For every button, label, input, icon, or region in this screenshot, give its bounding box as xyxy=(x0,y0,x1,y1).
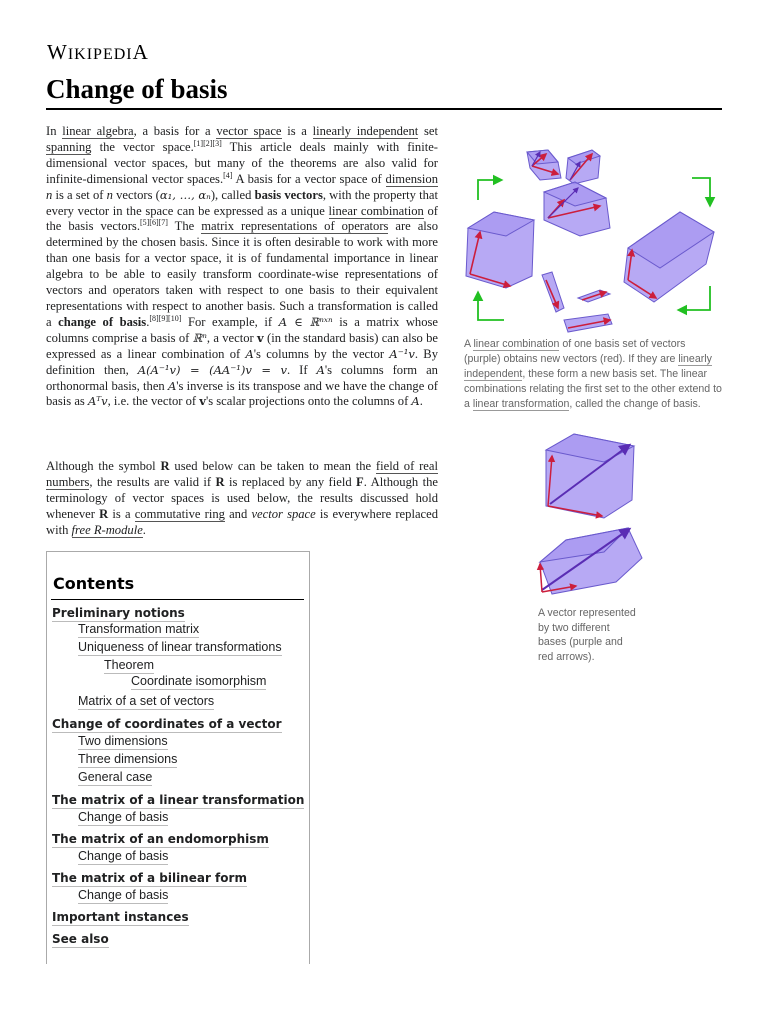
basis-transformation-figure[interactable] xyxy=(460,140,722,335)
toc-item[interactable]: The matrix of a bilinear form xyxy=(52,871,247,885)
toc-item[interactable]: See also xyxy=(52,932,109,946)
link-linear-algebra[interactable]: linear algebra xyxy=(62,124,134,138)
toc-item[interactable]: Uniqueness of linear transformations xyxy=(78,640,282,654)
link-vector-space[interactable]: vector space xyxy=(216,124,282,138)
toc-title: Contents xyxy=(53,574,135,593)
toc-item[interactable]: Three dimensions xyxy=(78,752,178,766)
field-paragraph: Although the symbol R used below can be taken to mean the field of real numbers, the results are valid if R is replaced by any field F. Although the terminology of vector spaces is used below, the results discussed hold whenever R is a commutative ring and vector space is everywhere replaced with free R-module. xyxy=(46,459,439,537)
table-of-contents xyxy=(46,551,310,964)
citation-4[interactable]: [4] xyxy=(223,170,233,180)
toc-item[interactable]: Theorem xyxy=(104,658,155,672)
title-divider xyxy=(46,108,722,110)
citation-8-10[interactable]: [8][9][10] xyxy=(149,313,182,323)
toc-item[interactable]: Preliminary notions xyxy=(52,606,185,620)
toc-item[interactable]: Change of basis xyxy=(78,810,169,824)
caption-link-linear-transformation[interactable]: linear transformation xyxy=(472,398,570,410)
link-commutative-ring[interactable]: commutative ring xyxy=(134,506,225,521)
wikipedia-logo: WIKIPEDIA xyxy=(47,40,149,64)
intro-paragraph: In linear algebra, a basis for a vector space is a linearly independent set spanning the vector space.[1][2][3] This article deals mainly with finite-dimensional vector spaces, but many of the theorems are also valid for infinite-dimensional vector spaces.[4] A basis for a vector space of dimension n is a set of n vectors (α₁, …, αₙ), called basis vectors, with the property that every vector in the space can be expressed as a unique linear combination of the basis vectors.[5][6][7] The matrix representations of operators are also determined by the chosen basis. Since it is often desirable to work with more than one basis for a vector space, it is of fundamental importance in linear algebra to be able to easily transform coordinate-wise representations of vectors and operators taken with respect to one basis to their equivalent representations with respect to another basis. Such a transformation is called a change of basis.[8][9][10] For example, if A ∈ ℝⁿˣⁿ is a matrix whose columns comprise a basis of ℝⁿ, a vector v (in the standard basis) can also be expressed as a linear combination of A's columns by the vector A⁻¹v. By definition then, A(A⁻¹v) = (AA⁻¹)v = v. If A's columns form an orthonormal basis, then A's inverse is its transpose and we have the change of basis as Aᵀv, i.e. the vector of v's scalar projections onto the columns of A. xyxy=(46,124,439,409)
toc-item[interactable]: General case xyxy=(78,770,153,784)
toc-item[interactable]: The matrix of a linear transformation xyxy=(52,793,305,807)
figure-2-caption: A vector represented by two different bases (purple and red arrows). xyxy=(538,607,636,664)
link-linearly-independent[interactable]: linearly independent xyxy=(312,124,419,138)
link-matrix-representations[interactable]: matrix representations of operators xyxy=(201,219,389,234)
toc-item[interactable]: Change of basis xyxy=(78,888,169,902)
vector-two-bases-figure[interactable] xyxy=(532,432,652,604)
link-free-r-module[interactable]: free R-module xyxy=(71,522,143,537)
link-spanning[interactable]: spanning xyxy=(46,139,92,154)
citation-5-7[interactable]: [5][6][7] xyxy=(139,218,168,228)
toc-item[interactable]: The matrix of an endomorphism xyxy=(52,832,269,846)
toc-item[interactable]: Transformation matrix xyxy=(78,622,200,636)
toc-item[interactable]: Change of coordinates of a vector xyxy=(52,717,282,731)
toc-item[interactable]: Change of basis xyxy=(78,849,169,863)
link-dimension[interactable]: dimension xyxy=(385,171,438,186)
toc-divider xyxy=(51,599,304,600)
figure-1-caption: A linear combination of one basis set of vectors (purple) obtains new vectors (red). If they are linearly independent, these form a new basis set. The linear combinations relating the first set to the other extend to a linear transformation, called the change of basis. xyxy=(464,338,722,410)
toc-item[interactable]: Two dimensions xyxy=(78,734,168,748)
page-title: Change of basis xyxy=(46,74,228,104)
link-field-of-real-numbers[interactable]: field of real numbers xyxy=(46,459,438,489)
toc-item[interactable]: Matrix of a set of vectors xyxy=(78,694,215,708)
caption-link-linear-combination[interactable]: linear combination xyxy=(473,338,560,350)
toc-item[interactable]: Important instances xyxy=(52,910,189,924)
link-linear-combination[interactable]: linear combination xyxy=(328,203,424,218)
toc-item[interactable]: Coordinate isomorphism xyxy=(131,674,267,688)
citation-1-3[interactable]: [1][2][3] xyxy=(193,138,222,148)
caption-link-linearly-independent[interactable]: linearly independent xyxy=(464,353,712,380)
